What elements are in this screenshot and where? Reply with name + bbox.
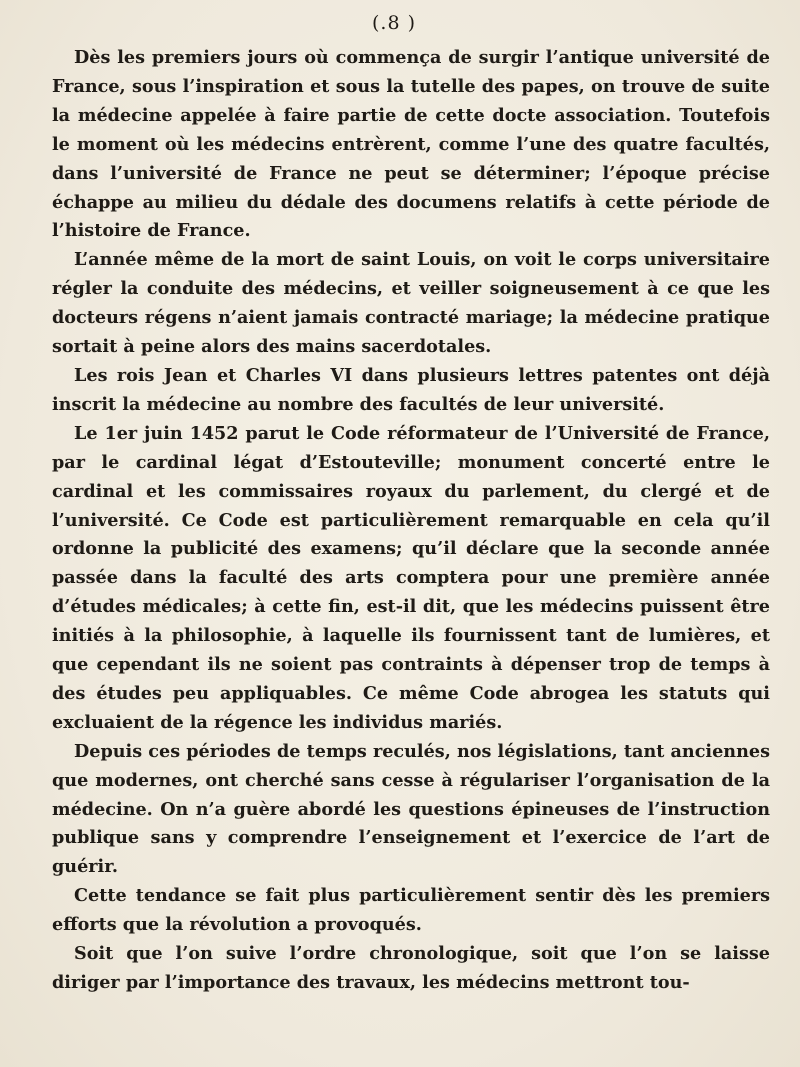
page-number: (.8 ): [372, 12, 416, 34]
paragraph: Les rois Jean et Charles VI dans plusieurs lettres patentes ont déjà inscrit la médecine au nombre des facultés de leur université.: [52, 364, 770, 415]
paragraph: Le 1er juin 1452 parut le Code réformateur de l’Université de France, par le cardinal légat d’Estouteville; monument concerté entre le cardinal et les commissaires royaux du parlement, du clergé et de l’université. Ce Code est particulièrement remarquable en cela qu’il ordonne la publicité des examens; qu’il déclare que la seconde année passée dans la faculté des arts comptera pour une première année d’études médicales; à cette fin, est-il dit, que les médecins puissent être initiés à la philosophie, à laquelle ils fournissent tant de lumières, et que cependant ils ne soient pas contraints à dépenser trop de temps à des études peu appliquables. Ce même Code abrogea les statuts qui excluaient de la régence les individus mariés.: [52, 422, 770, 733]
paragraph: L’année même de la mort de saint Louis, on voit le corps universitaire régler la conduite des médecins, et veiller soigneusement à ce que les docteurs régens n’aient jamais contracté mariage; la médecine pratique sortait à peine alors des mains sacerdotales.: [52, 249, 770, 358]
paragraph: Dès les premiers jours où commença de surgir l’antique université de France, sous l’inspiration et sous la tutelle des papes, on trouve de suite la médecine appelée à faire partie de cette docte association. Toutefois le moment où les médecins entrèrent, comme l’une des quatre facultés, dans l’université de France ne peut se déterminer; l’époque précise échappe au milieu du dédale des documens relatifs à cette période de l’histoire de France.: [52, 47, 770, 242]
paragraph: Depuis ces périodes de temps reculés, nos législations, tant anciennes que modernes, ont cherché sans cesse à régulariser l’organisation de la médecine. On n’a guère abordé les questions épineuses de l’instruction publique sans y comprendre l’enseignement et l’exercice de l’art de guérir.: [52, 740, 770, 878]
paragraph: Soit que l’on suive l’ordre chronologique, soit que l’on se laisse diriger par l’importance des travaux, les médecins mettront tou-: [52, 943, 770, 993]
paragraph: Cette tendance se fait plus particulièrement sentir dès les premiers efforts que la révolution a provoqués.: [52, 885, 770, 936]
body-text: [52, 44, 770, 998]
